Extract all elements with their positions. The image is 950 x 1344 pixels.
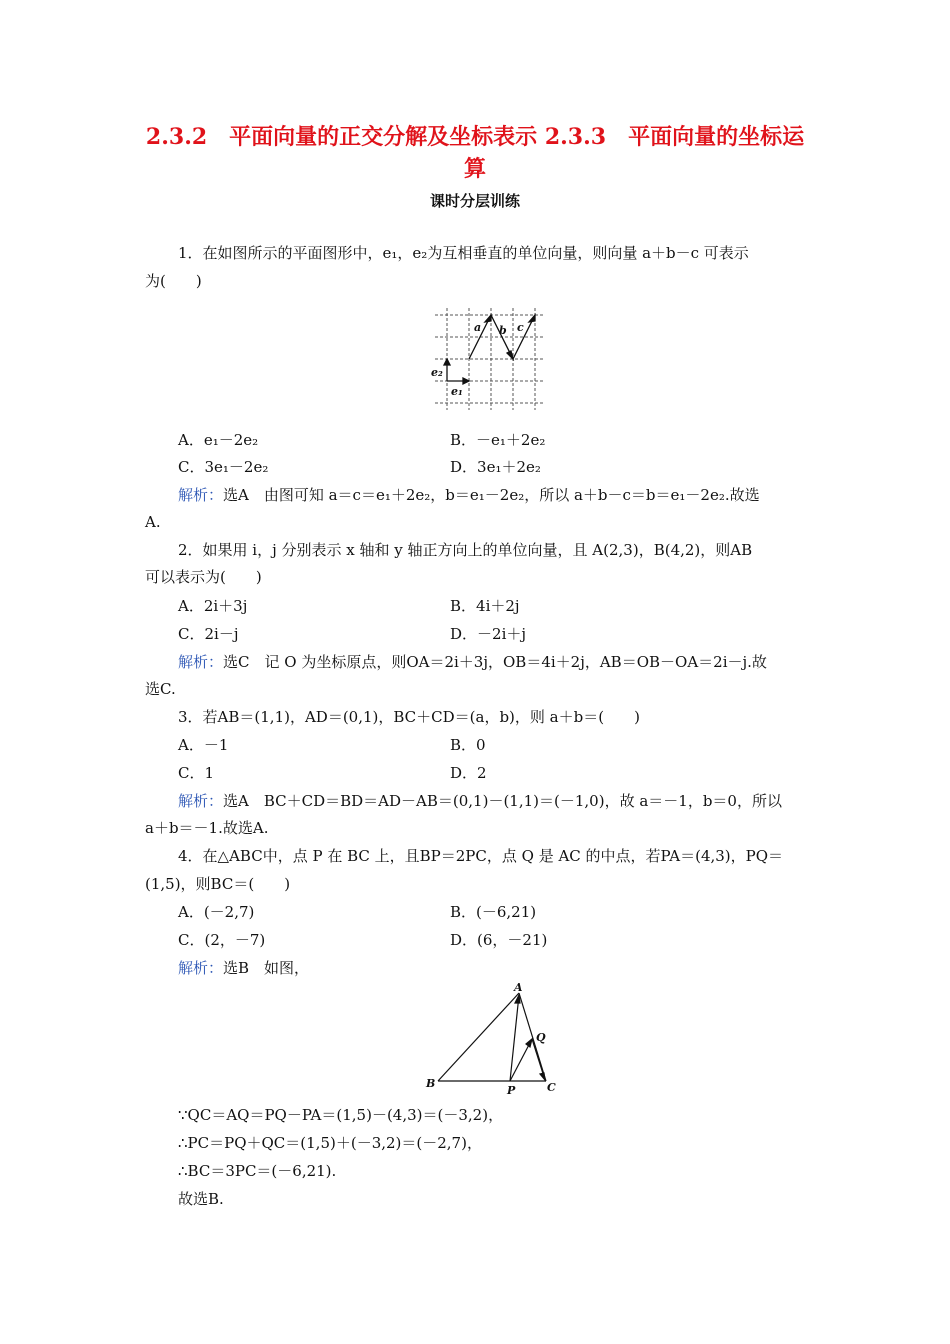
q4-stem-line2: (1,5)，则BC＝( ) (145, 875, 291, 893)
q4-option-c: C．(2，－7) (178, 931, 266, 949)
page-title-continued: 算 (463, 156, 486, 182)
label-c: c (517, 321, 524, 334)
q4-option-b: B．(－6,21) (450, 903, 537, 921)
q3-solution-line2: a＋b＝－1.故选A. (145, 819, 269, 837)
page-title: 2.3.2 平面向量的正交分解及坐标表示 2.3.3 平面向量的坐标运 (145, 124, 805, 150)
vector-a-arrowhead (485, 315, 491, 322)
q3-option-c: C．1 (178, 764, 215, 782)
q4-step1: ∵QC＝AQ＝PQ－PA＝(1,5)－(4,3)＝(－3,2)， (178, 1106, 504, 1124)
q2-option-c: C．2i－j (178, 625, 239, 643)
q3-solution-label: 解析： (178, 792, 224, 810)
q3-solution-text: 选A BC＋CD＝BD＝AD－AB＝(0,1)－(1,1)＝(－1,0)，故 a＝－1，b＝0，所以 (223, 792, 782, 810)
label-point-c: C (547, 1081, 556, 1094)
q3-stem: 3．若AB＝(1,1)，AD＝(0,1)，BC＋CD＝(a，b)，则 a＋b＝( ) (178, 708, 640, 726)
section-subtitle: 课时分层训练 (429, 192, 520, 210)
side-ab (438, 993, 519, 1081)
vector-e2-arrowhead (444, 359, 450, 365)
label-point-a: A (514, 983, 523, 994)
q4-step2: ∴PC＝PQ＋QC＝(1,5)＋(－3,2)＝(－2,7)， (178, 1134, 482, 1152)
q4-solution-text: 选B 如图， (223, 959, 310, 977)
q1-grid-figure (425, 300, 550, 415)
vector-qc-arrowhead (540, 1073, 545, 1080)
label-b: b (499, 324, 507, 337)
q1-solution-line1 (178, 485, 760, 505)
q3-option-a: A．－1 (178, 736, 229, 754)
q2-solution-line2: 选C. (145, 680, 176, 698)
q4-solution-label: 解析： (178, 959, 224, 977)
q1-solution-line2: A. (145, 513, 161, 531)
q4-triangle-figure (420, 983, 560, 1095)
q1-solution-text: 选A 由图可知 a＝c＝e₁＋2e₂，b＝e₁－2e₂，所以 a＋b－c＝b＝e₁－2e₂.故选 (223, 486, 760, 504)
q4-option-d: D．(6，－21) (450, 931, 548, 949)
q2-solution-label: 解析： (178, 653, 224, 671)
vector-pa (510, 995, 519, 1081)
q2-option-d: D．－2i＋j (450, 625, 527, 643)
label-e1: e₁ (451, 385, 463, 398)
q2-solution-text: 选C 记 O 为坐标原点，则OA＝2i＋3j，OB＝4i＋2j，AB＝OB－OA＝2i－j.故 (223, 653, 767, 671)
vector-b-arrowhead (507, 351, 513, 359)
q2-option-b: B．4i＋2j (450, 597, 520, 615)
q3-solution-line1 (178, 791, 782, 811)
q3-option-d: D．2 (450, 764, 487, 782)
q3-option-b: B．0 (450, 736, 486, 754)
q1-option-a: A．e₁－2e₂ (178, 431, 259, 449)
q2-stem-line2: 可以表示为( ) (145, 568, 262, 586)
q1-option-b: B．－e₁＋2e₂ (450, 431, 546, 449)
q4-step3: ∴BC＝3PC＝(－6,21). (178, 1162, 337, 1180)
q1-stem-line1: 1．在如图所示的平面图形中，e₁，e₂为互相垂直的单位向量，则向量 a＋b－c 可表示 (178, 244, 749, 262)
vector-pq-arrowhead (526, 1039, 532, 1047)
q1-option-c: C．3e₁－2e₂ (178, 458, 269, 476)
q2-option-a: A．2i＋3j (178, 597, 248, 615)
label-point-p: P (507, 1084, 516, 1095)
label-point-q: Q (536, 1031, 546, 1044)
label-e2: e₂ (431, 366, 443, 379)
q4-stem-line1: 4．在△ABC中，点 P 在 BC 上，且BP＝2PC，点 Q 是 AC 的中点，若PA＝(4,3)，PQ＝ (178, 847, 784, 865)
vector-c-arrowhead (529, 315, 535, 322)
q1-solution-label: 解析： (178, 486, 224, 504)
vector-e1-arrowhead (463, 378, 469, 384)
q2-solution-line1 (178, 652, 767, 672)
q4-conclusion: 故选B. (178, 1190, 224, 1208)
label-a: a (474, 321, 482, 334)
q1-option-d: D．3e₁＋2e₂ (450, 458, 541, 476)
label-point-b: B (426, 1077, 436, 1090)
q2-stem-line1: 2．如果用 i，j 分别表示 x 轴和 y 轴正方向上的单位向量，且 A(2,3)，B(4,2)，则AB (178, 541, 753, 559)
q4-solution-line1 (178, 958, 309, 978)
q4-option-a: A．(－2,7) (178, 903, 255, 921)
q1-stem-line2: 为( ) (145, 272, 202, 290)
